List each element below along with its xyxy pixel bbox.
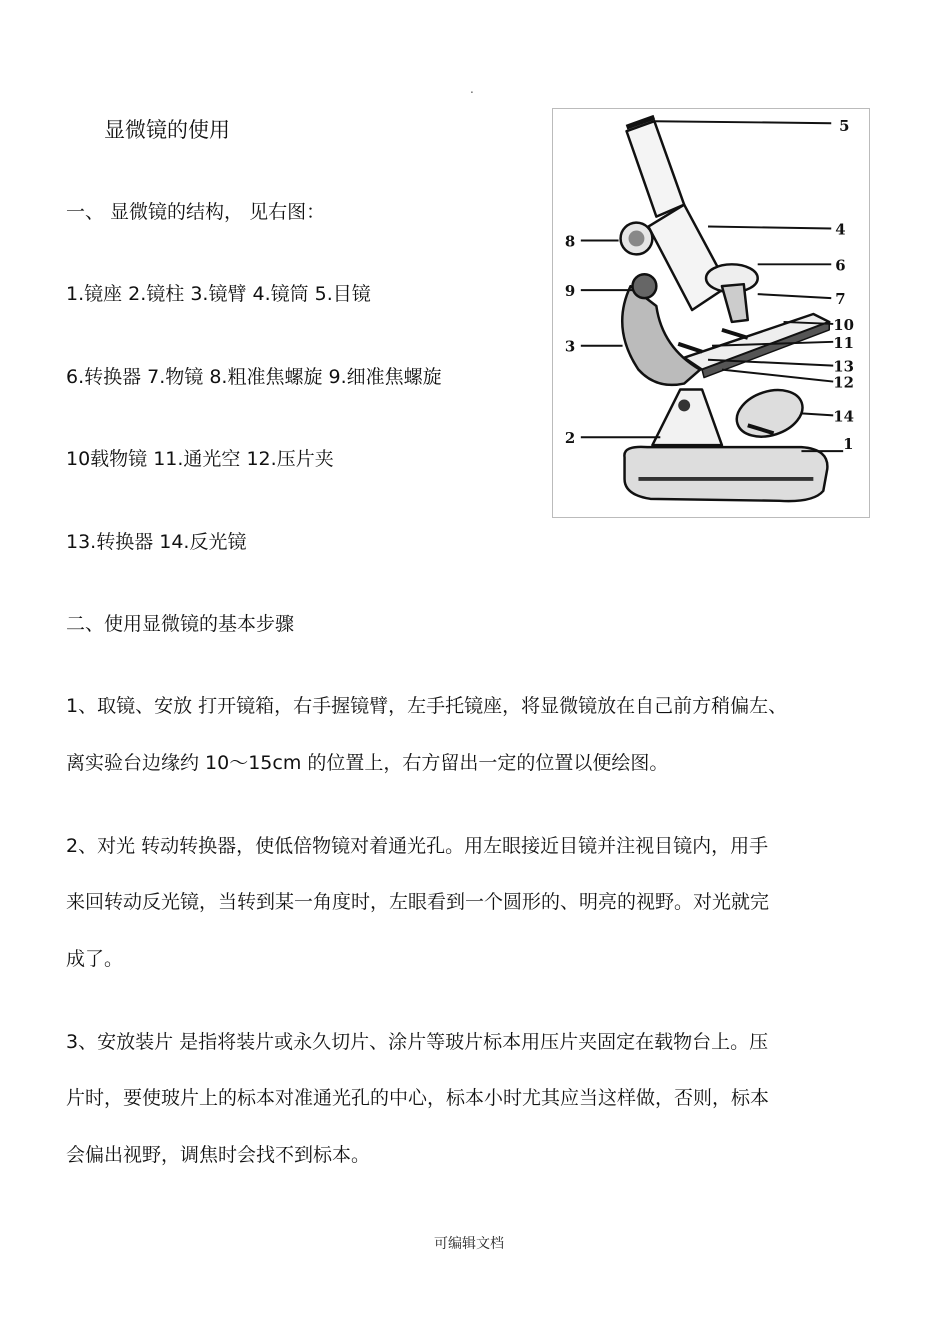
figure-label-11: 11 (833, 333, 854, 352)
step3-line-1: 3、安放装片 是指将装片或永久切片、涂片等玻片标本用压片夹固定在载物台上。压 (66, 1031, 769, 1053)
figure-label-12: 12 (833, 373, 854, 392)
base-shape (624, 447, 827, 501)
eyepiece-shape (627, 121, 685, 216)
step2-line-1: 2、对光 转动转换器，使低倍物镜对着通光孔。用左眼接近目镜并注视目镜内，用手 (66, 835, 769, 857)
step2-line-2: 来回转动反光镜，当转到某一角度时，左眼看到一个圆形的、明亮的视野。对光就完 (66, 891, 770, 913)
page-footer: 可编辑文档 (434, 1236, 504, 1252)
section2-heading: 二、使用显微镜的基本步骤 (66, 613, 295, 635)
mirror-shape (731, 382, 809, 444)
figure-label-4: 4 (835, 220, 846, 239)
parts-line-2: 6.转换器 7.物镜 8.粗准焦螺旋 9.细准焦螺旋 (66, 366, 442, 388)
pillar-shape (652, 390, 722, 446)
figure-label-14: 14 (833, 407, 854, 426)
microscope-figure (552, 108, 870, 518)
step3-line-3: 会偏出视野，调焦时会找不到标本。 (66, 1144, 371, 1166)
figure-label-8: 8 (564, 232, 576, 251)
figure-label-2: 2 (564, 429, 576, 448)
step1-line-1: 1、取镜、安放 打开镜箱，右手握镜臂，左手托镜座，将显微镜放在自己前方稍偏左、 (66, 695, 788, 717)
figure-label-7: 7 (835, 290, 846, 309)
figure-label-13: 13 (833, 357, 854, 376)
objective-shape (722, 284, 748, 322)
figure-label-10: 10 (833, 315, 854, 334)
figure-label-1: 1 (843, 435, 854, 454)
step2-line-3: 成了。 (66, 948, 124, 970)
header-dot: . (470, 82, 474, 96)
figure-label-3: 3 (564, 337, 576, 356)
microscope-diagram (553, 109, 869, 517)
parts-line-4: 13.转换器 14.反光镜 (66, 531, 247, 553)
section1-heading: 一、 显微镜的结构， 见右图： (66, 201, 326, 223)
fine-knob-shape (632, 274, 656, 298)
figure-label-9: 9 (564, 282, 576, 301)
step1-line-2: 离实验台边缘约 10～15cm 的位置上，右方留出一定的位置以便绘图。 (66, 752, 669, 774)
step3-line-2: 片时，要使玻片上的标本对准通光孔的中心，标本小时尤其应当这样做，否则，标本 (66, 1087, 770, 1109)
tube-shape (648, 205, 727, 310)
parts-line-1: 1.镜座 2.镜柱 3.镜臂 4.镜筒 5.目镜 (66, 283, 371, 305)
parts-line-3: 10载物镜 11.通光空 12.压片夹 (66, 448, 334, 470)
page-title: 显微镜的使用 (104, 118, 230, 142)
figure-label-6: 6 (835, 256, 846, 275)
figure-label-5: 5 (839, 117, 850, 136)
